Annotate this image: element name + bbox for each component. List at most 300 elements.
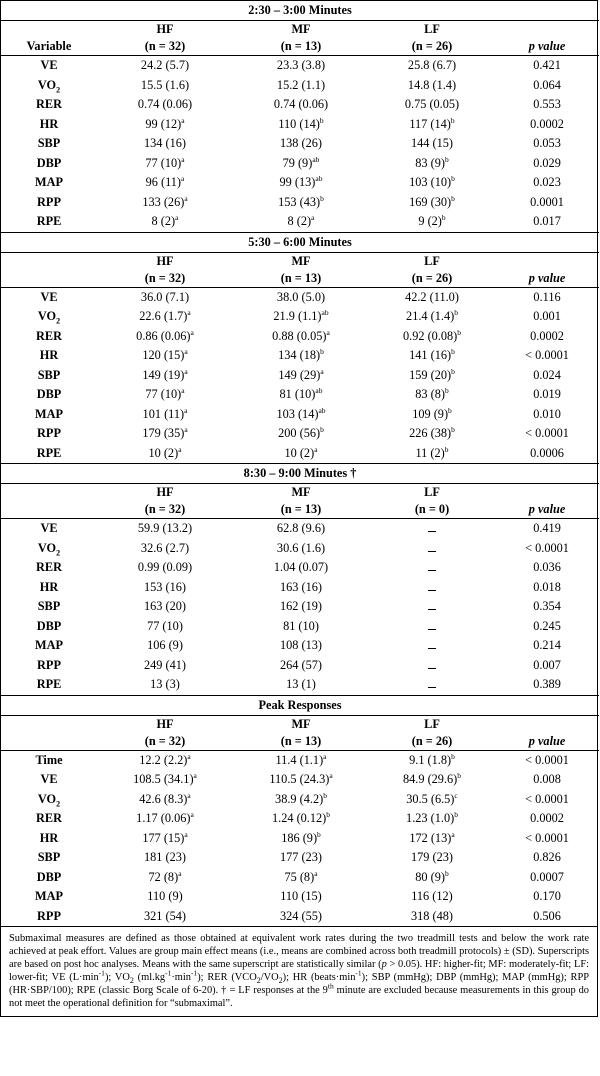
value-cell-lf bbox=[369, 154, 495, 174]
posthoc-superscript: a bbox=[184, 193, 188, 203]
posthoc-superscript: b bbox=[451, 347, 455, 357]
results-table bbox=[1, 1, 599, 926]
value-cell-hf bbox=[97, 578, 233, 598]
header-lf: LF bbox=[424, 22, 440, 36]
value-cell-mf bbox=[233, 578, 369, 598]
value-cell-mf bbox=[233, 134, 369, 154]
p-value-cell: 0.0006 bbox=[530, 445, 564, 460]
value-text: 77 (10) bbox=[147, 618, 183, 633]
posthoc-superscript: c bbox=[454, 790, 458, 800]
value-cell-lf bbox=[369, 770, 495, 790]
p-value-cell: 0.0002 bbox=[530, 116, 564, 131]
variable-cell bbox=[1, 887, 97, 907]
value-cell-mf bbox=[233, 636, 369, 656]
variable-cell bbox=[1, 809, 97, 829]
posthoc-superscript: a bbox=[187, 751, 191, 761]
group-n-row bbox=[1, 270, 599, 288]
posthoc-superscript: b bbox=[451, 366, 455, 376]
value-cell-hf bbox=[97, 212, 233, 232]
value-cell-lf bbox=[369, 95, 495, 115]
value-cell-hf bbox=[97, 829, 233, 849]
value-text: 1.23 (1.0) bbox=[406, 811, 455, 826]
header-n-hf: (n = 32) bbox=[97, 501, 233, 519]
value-cell-lf bbox=[369, 656, 495, 676]
value-text: 177 (15) bbox=[142, 830, 185, 845]
value-cell-lf bbox=[369, 578, 495, 598]
posthoc-superscript: a bbox=[175, 213, 179, 223]
table-row bbox=[1, 770, 599, 790]
value-text: 21.4 (1.4) bbox=[406, 309, 455, 324]
variable-label: RPP bbox=[37, 657, 61, 672]
value-text: 177 (23) bbox=[279, 850, 322, 865]
header-blank bbox=[495, 715, 599, 733]
value-text: 169 (30) bbox=[409, 194, 452, 209]
header-n-hf: (n = 32) bbox=[97, 38, 233, 56]
group-header-row bbox=[1, 252, 599, 270]
p-value-cell: 0.017 bbox=[533, 214, 561, 229]
value-cell-hf bbox=[97, 519, 233, 539]
table-row bbox=[1, 558, 599, 578]
posthoc-superscript: ab bbox=[315, 174, 323, 184]
value-cell-mf bbox=[233, 750, 369, 770]
value-cell-hf bbox=[97, 848, 233, 868]
section-title-row bbox=[1, 1, 599, 21]
p-value-cell: 0.553 bbox=[533, 97, 561, 112]
value-cell-hf bbox=[97, 173, 233, 193]
posthoc-superscript: a bbox=[184, 405, 188, 415]
table-row bbox=[1, 327, 599, 347]
value-cell-hf bbox=[97, 770, 233, 790]
posthoc-superscript: b bbox=[444, 386, 449, 396]
variable-label: VE bbox=[40, 58, 58, 73]
value-cell-lf bbox=[369, 287, 495, 307]
p-value-cell: 0.023 bbox=[533, 175, 561, 190]
footnote-segment: ); RER (VCO bbox=[197, 971, 257, 983]
value-cell-lf bbox=[369, 829, 495, 849]
table-row bbox=[1, 809, 599, 829]
value-text: 15.2 (1.1) bbox=[276, 77, 326, 92]
value-cell-hf bbox=[97, 558, 233, 578]
variable-cell bbox=[1, 134, 97, 154]
value-cell-hf bbox=[97, 193, 233, 213]
header-n-lf: (n = 26) bbox=[369, 270, 495, 288]
header-mf: MF bbox=[291, 485, 311, 499]
variable-label: HR bbox=[39, 830, 59, 845]
footnote-segment: -1 bbox=[98, 968, 105, 978]
no-data-dash bbox=[428, 636, 436, 649]
header-variable: Variable bbox=[1, 38, 97, 56]
value-text: 103 (10) bbox=[409, 175, 452, 190]
group-n-row bbox=[1, 38, 599, 56]
value-text: 75 (8) bbox=[284, 869, 315, 884]
value-text: 264 (57) bbox=[279, 657, 322, 672]
group-header-row bbox=[1, 21, 599, 39]
value-text: 13 (1) bbox=[286, 677, 316, 692]
value-cell-lf bbox=[369, 327, 495, 347]
value-text: 99 (13) bbox=[279, 175, 316, 190]
p-value-cell: < 0.0001 bbox=[525, 791, 569, 806]
posthoc-superscript: a bbox=[181, 386, 185, 396]
posthoc-superscript: b bbox=[451, 751, 455, 761]
variable-cell bbox=[1, 405, 97, 425]
value-cell-lf bbox=[369, 519, 495, 539]
value-cell-mf bbox=[233, 907, 369, 927]
footnote-segment: ·min bbox=[171, 971, 191, 983]
value-text: 38.9 (4.2) bbox=[275, 791, 324, 806]
posthoc-superscript: a bbox=[184, 347, 188, 357]
value-cell-mf bbox=[233, 405, 369, 425]
value-text: 1.04 (0.07) bbox=[273, 560, 329, 575]
value-text: 249 (41) bbox=[143, 657, 186, 672]
value-text: 110 (9) bbox=[147, 889, 183, 904]
variable-cell bbox=[1, 56, 97, 76]
header-p-value bbox=[495, 733, 599, 751]
value-text: 42.2 (11.0) bbox=[405, 289, 459, 304]
group-header-row bbox=[1, 715, 599, 733]
value-cell-hf bbox=[97, 366, 233, 386]
footnote-segment: ); HR (beats·min bbox=[282, 971, 356, 983]
value-cell-mf bbox=[233, 539, 369, 559]
value-cell-mf bbox=[233, 617, 369, 637]
variable-cell bbox=[1, 750, 97, 770]
variable-label: DBP bbox=[36, 387, 62, 402]
header-blank bbox=[1, 501, 97, 519]
variable-cell bbox=[1, 366, 97, 386]
value-cell-mf bbox=[233, 519, 369, 539]
value-cell-hf bbox=[97, 154, 233, 174]
value-text: 30.5 (6.5) bbox=[406, 791, 455, 806]
header-hf: HF bbox=[156, 253, 174, 268]
table-row bbox=[1, 366, 599, 386]
value-cell-lf bbox=[369, 848, 495, 868]
header-p-value-text: p value bbox=[528, 39, 566, 53]
value-text: 0.75 (0.05) bbox=[404, 97, 460, 112]
posthoc-superscript: ab bbox=[315, 386, 323, 396]
posthoc-superscript: a bbox=[190, 810, 194, 820]
variable-cell bbox=[1, 578, 97, 598]
value-cell-mf bbox=[233, 346, 369, 366]
variable-cell bbox=[1, 656, 97, 676]
value-cell-mf bbox=[233, 424, 369, 444]
header-lf: LF bbox=[424, 485, 440, 499]
value-cell-mf bbox=[233, 95, 369, 115]
posthoc-superscript: b bbox=[319, 115, 324, 125]
value-text: 120 (15) bbox=[142, 348, 185, 363]
header-blank bbox=[1, 733, 97, 751]
value-cell-mf bbox=[233, 675, 369, 695]
p-value-cell: < 0.0001 bbox=[525, 426, 569, 441]
value-text: 83 (9) bbox=[415, 155, 445, 170]
value-text: 59.9 (13.2) bbox=[137, 521, 193, 536]
footnote-segment: ); VO bbox=[104, 971, 130, 983]
value-cell-hf bbox=[97, 750, 233, 770]
value-text: 149 (29) bbox=[278, 367, 321, 382]
footnote-segment: -1 bbox=[165, 968, 172, 978]
value-text: 179 (23) bbox=[410, 850, 453, 865]
value-cell-hf bbox=[97, 675, 233, 695]
header-blank bbox=[495, 484, 599, 502]
group-header-row bbox=[1, 484, 599, 502]
posthoc-superscript: b bbox=[457, 327, 462, 337]
value-cell-hf bbox=[97, 868, 233, 888]
variable-label: RPE bbox=[36, 677, 62, 692]
value-text: 22.6 (1.7) bbox=[139, 309, 188, 324]
section-title: Peak Responses bbox=[1, 695, 599, 715]
variable-label: MAP bbox=[35, 175, 63, 190]
variable-cell bbox=[1, 385, 97, 405]
posthoc-superscript: a bbox=[314, 868, 318, 878]
p-value-cell: 0.0007 bbox=[530, 869, 564, 884]
value-text: 226 (38) bbox=[409, 426, 452, 441]
table-row bbox=[1, 193, 599, 213]
table-row bbox=[1, 154, 599, 174]
posthoc-superscript: ab bbox=[321, 308, 329, 318]
table-row bbox=[1, 424, 599, 444]
value-cell-hf bbox=[97, 597, 233, 617]
posthoc-superscript: a bbox=[181, 174, 185, 184]
p-value-cell: 0.389 bbox=[533, 677, 561, 692]
header-hf: HF bbox=[156, 485, 174, 499]
value-text: 14.8 (1.4) bbox=[407, 77, 457, 92]
value-text: 200 (56) bbox=[278, 426, 321, 441]
variable-cell bbox=[1, 770, 97, 790]
posthoc-superscript: a bbox=[187, 308, 191, 318]
table-row bbox=[1, 868, 599, 888]
value-text: 101 (11) bbox=[142, 406, 185, 421]
posthoc-superscript: b bbox=[444, 868, 449, 878]
p-value-cell: < 0.0001 bbox=[525, 830, 569, 845]
variable-label: RPP bbox=[37, 426, 61, 441]
posthoc-superscript: a bbox=[181, 154, 185, 164]
posthoc-superscript: b bbox=[441, 213, 446, 223]
p-value-cell: < 0.0001 bbox=[525, 752, 569, 767]
value-cell-lf bbox=[369, 887, 495, 907]
variable-label: SBP bbox=[37, 367, 61, 382]
variable-label: RER bbox=[36, 811, 62, 826]
footnote-segment: 2 bbox=[129, 975, 134, 985]
variable-cell bbox=[1, 424, 97, 444]
value-text: 11 (2) bbox=[415, 445, 445, 460]
value-cell-mf bbox=[233, 307, 369, 327]
value-cell-hf bbox=[97, 809, 233, 829]
value-cell-hf bbox=[97, 95, 233, 115]
value-text: 72 (8) bbox=[148, 869, 179, 884]
table-row bbox=[1, 287, 599, 307]
posthoc-superscript: a bbox=[187, 790, 191, 800]
value-text: 159 (20) bbox=[409, 367, 452, 382]
p-value-cell: 0.001 bbox=[533, 309, 561, 324]
value-cell-mf bbox=[233, 76, 369, 96]
footnote-segment: 2 bbox=[278, 975, 283, 985]
value-text: 138 (26) bbox=[279, 136, 322, 151]
value-cell-mf bbox=[233, 193, 369, 213]
value-text: 186 (9) bbox=[281, 830, 318, 845]
footnote-segment: /VO bbox=[260, 971, 279, 983]
posthoc-superscript: b bbox=[320, 425, 324, 435]
value-cell-mf bbox=[233, 809, 369, 829]
value-text: 11.4 (1.1) bbox=[275, 752, 324, 767]
value-text: 84.9 (29.6) bbox=[402, 772, 458, 787]
value-cell-lf bbox=[369, 424, 495, 444]
variable-label: VE bbox=[40, 289, 58, 304]
header-n-mf: (n = 13) bbox=[233, 270, 369, 288]
value-cell-lf bbox=[369, 346, 495, 366]
value-cell-lf bbox=[369, 617, 495, 637]
p-value-cell: 0.826 bbox=[533, 850, 561, 865]
value-cell-lf bbox=[369, 405, 495, 425]
footnote-segment: p bbox=[381, 958, 387, 970]
posthoc-superscript: a bbox=[181, 115, 185, 125]
variable-label: SBP bbox=[37, 850, 61, 865]
header-p-value bbox=[495, 270, 599, 288]
value-text: 81 (10) bbox=[283, 618, 319, 633]
value-cell-lf bbox=[369, 212, 495, 232]
footnote-segment: ); SBP (mmHg); DBP (mmHg); MAP (mmHg); RPP (HR·SBP/100); RPE (classic Borg Scale of 6-20). † = LF responses at the 9 bbox=[9, 971, 590, 996]
variable-label: RER bbox=[36, 328, 62, 343]
value-text: 42.6 (8.3) bbox=[139, 791, 188, 806]
variable-label: DBP bbox=[36, 155, 62, 170]
footnote-segment: -1 bbox=[190, 968, 198, 978]
section-title: 8:30 – 9:00 Minutes † bbox=[1, 464, 599, 484]
header-blank bbox=[495, 21, 599, 39]
value-text: 0.74 (0.06) bbox=[273, 97, 329, 112]
p-value-cell: 0.024 bbox=[533, 367, 561, 382]
value-text: 8 (2) bbox=[287, 214, 312, 229]
posthoc-superscript: ab bbox=[318, 405, 326, 415]
p-value-cell: 0.214 bbox=[533, 638, 561, 653]
posthoc-superscript: a bbox=[184, 425, 188, 435]
value-cell-lf bbox=[369, 56, 495, 76]
value-cell-lf bbox=[369, 809, 495, 829]
value-cell-lf bbox=[369, 193, 495, 213]
posthoc-superscript: a bbox=[178, 444, 182, 454]
p-value-cell: 0.419 bbox=[533, 521, 561, 536]
variable-cell bbox=[1, 558, 97, 578]
value-text: 106 (9) bbox=[147, 638, 183, 653]
table-row bbox=[1, 907, 599, 927]
value-text: 153 (43) bbox=[278, 194, 321, 209]
variable-cell bbox=[1, 636, 97, 656]
header-n-lf: (n = 0) bbox=[369, 501, 495, 519]
value-cell-hf bbox=[97, 405, 233, 425]
posthoc-superscript: b bbox=[454, 308, 458, 318]
value-text: 318 (48) bbox=[410, 908, 453, 923]
variable-cell bbox=[1, 173, 97, 193]
header-hf: HF bbox=[156, 716, 174, 731]
table-row bbox=[1, 636, 599, 656]
variable-cell bbox=[1, 829, 97, 849]
posthoc-superscript: b bbox=[323, 790, 327, 800]
value-text: 163 (16) bbox=[279, 579, 322, 594]
value-text: 110.5 (24.3) bbox=[269, 772, 330, 787]
value-cell-lf bbox=[369, 868, 495, 888]
value-text: 30.6 (1.6) bbox=[276, 540, 326, 555]
value-cell-hf bbox=[97, 287, 233, 307]
posthoc-superscript: a bbox=[326, 327, 330, 337]
value-cell-mf bbox=[233, 656, 369, 676]
table-row bbox=[1, 346, 599, 366]
variable-cell bbox=[1, 346, 97, 366]
value-cell-hf bbox=[97, 617, 233, 637]
p-value-cell: 0.170 bbox=[533, 889, 561, 904]
variable-cell bbox=[1, 675, 97, 695]
value-text: 62.8 (9.6) bbox=[276, 521, 326, 536]
posthoc-superscript: a bbox=[178, 868, 182, 878]
value-text: 0.74 (0.06) bbox=[137, 97, 193, 112]
footnote-segment: minute are excluded because measurements in this group do not meet the operational definition for “submaximal”. bbox=[9, 984, 589, 1009]
value-cell-hf bbox=[97, 887, 233, 907]
p-value-cell: 0.007 bbox=[533, 657, 561, 672]
no-data-dash bbox=[428, 558, 436, 571]
footnote-segment: th bbox=[327, 981, 334, 991]
header-n-hf: (n = 32) bbox=[97, 270, 233, 288]
table-row bbox=[1, 519, 599, 539]
value-text: 80 (9) bbox=[415, 869, 445, 884]
p-value-cell: 0.053 bbox=[533, 136, 561, 151]
value-cell-hf bbox=[97, 385, 233, 405]
posthoc-superscript: a bbox=[329, 771, 333, 781]
header-mf: MF bbox=[291, 716, 311, 731]
value-cell-lf bbox=[369, 636, 495, 656]
variable-label: RPP bbox=[37, 194, 61, 209]
p-value-cell: 0.064 bbox=[533, 77, 561, 92]
no-data-dash bbox=[428, 597, 436, 610]
table-row bbox=[1, 790, 599, 810]
value-cell-mf bbox=[233, 444, 369, 464]
variable-cell bbox=[1, 539, 97, 559]
posthoc-superscript: b bbox=[320, 347, 324, 357]
value-text: 103 (14) bbox=[276, 406, 319, 421]
table-footnote bbox=[1, 926, 597, 1016]
table-row bbox=[1, 307, 599, 327]
group-n-row bbox=[1, 501, 599, 519]
variable-cell bbox=[1, 212, 97, 232]
value-text: 81 (10) bbox=[279, 387, 316, 402]
value-text: 153 (16) bbox=[143, 579, 186, 594]
variable-cell bbox=[1, 790, 97, 810]
value-text: 12.2 (2.2) bbox=[139, 752, 188, 767]
posthoc-superscript: b bbox=[451, 425, 455, 435]
table-row bbox=[1, 848, 599, 868]
value-cell-mf bbox=[233, 829, 369, 849]
value-text: 144 (15) bbox=[410, 136, 453, 151]
value-cell-lf bbox=[369, 76, 495, 96]
p-value-cell: 0.245 bbox=[533, 618, 561, 633]
value-text: 15.5 (1.6) bbox=[140, 77, 190, 92]
variable-label: HR bbox=[39, 348, 59, 363]
header-blank bbox=[1, 484, 97, 502]
p-value-cell: 0.116 bbox=[533, 289, 561, 304]
p-value-cell: 0.506 bbox=[533, 908, 561, 923]
value-cell-mf bbox=[233, 173, 369, 193]
footnote-segment: (ml.kg bbox=[133, 971, 166, 983]
value-cell-mf bbox=[233, 558, 369, 578]
value-cell-lf bbox=[369, 907, 495, 927]
value-text: 79 (9) bbox=[282, 155, 313, 170]
value-text: 116 (12) bbox=[411, 889, 453, 904]
value-cell-lf bbox=[369, 750, 495, 770]
variable-label: RER bbox=[36, 97, 62, 112]
header-n-lf: (n = 26) bbox=[369, 38, 495, 56]
header-p-value bbox=[495, 38, 599, 56]
value-cell-lf bbox=[369, 134, 495, 154]
posthoc-superscript: b bbox=[454, 810, 458, 820]
variable-label: VO bbox=[37, 540, 57, 555]
value-text: 108.5 (34.1) bbox=[133, 772, 194, 787]
p-value-cell: 0.0001 bbox=[530, 194, 564, 209]
value-cell-lf bbox=[369, 558, 495, 578]
variable-cell bbox=[1, 848, 97, 868]
